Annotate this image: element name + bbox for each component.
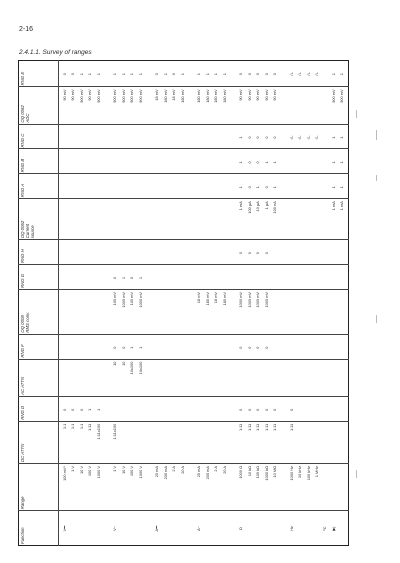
- rng-a-cell: 0: [246, 186, 252, 189]
- ac-attn-cell: 10: [112, 361, 118, 366]
- dc-attn-cell: 1:11: [87, 423, 93, 432]
- range-cell: 1000 V: [95, 465, 101, 479]
- dc-attn-cell: 1:11: [255, 423, 261, 432]
- oq0062-adc-cell: 90 mV: [263, 89, 269, 101]
- rng-e-cell: 1: [129, 73, 135, 76]
- rng-b-cell: 1: [339, 161, 345, 164]
- rng-d-cell: 0: [246, 408, 252, 411]
- rng-a-cell: 1: [272, 186, 277, 189]
- oq0062-adc-cell: 900 mV: [339, 89, 345, 103]
- rng-d-cell: 0: [238, 408, 244, 411]
- rng-g-cell: 0: [129, 276, 135, 280]
- column-divider: [18, 510, 349, 511]
- rng-e-cell: 0: [62, 73, 67, 76]
- function-ohm: Ω: [238, 527, 244, 531]
- rng-d-cell: 0: [288, 408, 294, 411]
- rng-c-cell: 1: [238, 136, 244, 139]
- rng-b-cell: 1: [263, 161, 269, 164]
- range-cell: 2 A: [171, 465, 177, 472]
- oq0062-adc-cell: 18 mV: [154, 89, 160, 101]
- column-divider: [18, 149, 349, 150]
- oq0062-adc-cell: 900 mV: [137, 89, 143, 103]
- function-adc: A⎓: [154, 525, 160, 532]
- rng-d-cell: 0: [78, 408, 84, 411]
- rng-c-cell: 1: [339, 136, 345, 139]
- rng-b-cell: 0: [255, 161, 261, 164]
- oq0062-adc-cell: 90 mV: [238, 89, 244, 101]
- column-header-rng-b: RNG B: [20, 158, 25, 173]
- rng-f-cell: 0: [255, 346, 261, 349]
- section-title: 2.4.1.1. Survey of ranges: [19, 49, 92, 56]
- oq0062-adc-cell: 900 mV: [120, 89, 126, 103]
- oq0008-cell: 1000 mV: [246, 291, 252, 308]
- column-header-rng-f: RNG F: [20, 344, 25, 358]
- column-divider: [18, 239, 349, 240]
- range-cell: 100 V: [87, 465, 93, 477]
- column-header-rng-d: RNG D: [20, 405, 25, 420]
- oq0062-adc-cell: 90 mV: [246, 89, 252, 101]
- rng-d-cell: 0: [255, 408, 261, 411]
- rng-c-cell: 0: [246, 136, 252, 139]
- rng-f-cell: 1: [129, 346, 135, 349]
- rng-e-cell: 1: [330, 73, 336, 76]
- rng-c-cell: √L: [314, 135, 319, 140]
- table-grid: [18, 60, 349, 546]
- oq0008-cell: 1000 mV: [137, 291, 143, 308]
- rng-c-cell: 0: [263, 136, 269, 139]
- column-header-oq0008: OQ 0008 RMS conv.: [20, 312, 30, 333]
- range-cell: 100 mV*: [62, 465, 67, 481]
- rng-a-cell: 1: [330, 186, 336, 189]
- column-header-range: Range: [20, 496, 25, 510]
- function-vdc: V⎓: [62, 525, 67, 532]
- column-divider: [18, 124, 349, 125]
- rng-d-cell: 0: [272, 408, 277, 411]
- rng-e-cell: 1: [87, 73, 93, 76]
- rng-f-cell: 1: [137, 346, 143, 349]
- rng-e-cell: √L: [305, 72, 311, 77]
- rng-e-cell: 1: [78, 73, 84, 76]
- header-divider: [58, 60, 59, 546]
- rng-e-cell: √L: [288, 72, 294, 77]
- function-hz: Hz: [288, 526, 294, 531]
- rng-c-cell: √L: [305, 135, 311, 140]
- rng-g-cell: 1: [120, 276, 126, 280]
- rng-d-cell: 1: [95, 408, 101, 411]
- range-cell: 200 mA: [162, 465, 168, 480]
- dc-attn-cell: 1:1: [70, 423, 76, 430]
- oq0062-adc-cell: 180 mV: [179, 89, 185, 103]
- oq0062-adc-cell: 180 mV: [221, 89, 227, 103]
- ac-attn-cell: 10x100: [129, 361, 135, 375]
- rng-b-cell: 1: [330, 161, 336, 164]
- column-header-oq0062-adc: OQ 0062 ADC: [20, 105, 30, 123]
- rng-d-cell: 0: [62, 408, 67, 411]
- range-cell: 10 MΩ: [272, 465, 277, 478]
- rng-h-cell: 0: [238, 252, 244, 255]
- range-cell: 10 kHz: [297, 465, 303, 479]
- range-cell: 100 kΩ: [255, 465, 261, 479]
- dc-attn-cell: 1:11: [288, 423, 294, 432]
- column-header-rng-g: RNG G: [20, 273, 25, 288]
- column-header-rng-e: RNG E: [20, 71, 25, 86]
- scan-mark: [376, 175, 377, 181]
- oq0008-cell: 1000 mV: [263, 291, 269, 308]
- rng-a-cell: 1: [339, 186, 345, 189]
- scan-mark: [356, 470, 357, 478]
- column-divider: [18, 421, 349, 422]
- column-divider: [18, 463, 349, 464]
- oq0062-adc-cell: 90 mV: [87, 89, 93, 101]
- rng-e-cell: 0: [238, 73, 244, 76]
- oq0008-cell: 100 mV: [112, 291, 118, 306]
- oq0062-adc-cell: 18 mV: [171, 89, 177, 101]
- rng-h-cell: 0: [246, 252, 252, 255]
- dc-attn-cell: 1:11: [238, 423, 244, 432]
- dc-attn-cell: 1:1: [62, 423, 67, 430]
- range-cell: 1 V: [112, 465, 118, 472]
- column-divider: [18, 359, 349, 360]
- oq0062-adc-cell: 90 mV: [255, 89, 261, 101]
- column-divider: [18, 334, 349, 335]
- rng-h-cell: 0: [263, 252, 269, 255]
- rng-e-cell: 0: [246, 73, 252, 76]
- column-divider: [18, 289, 349, 290]
- range-cell: 1 V: [70, 465, 76, 472]
- rng-f-cell: 0: [263, 346, 269, 349]
- rng-f-cell: 0: [246, 346, 252, 349]
- scan-mark: [376, 315, 377, 323]
- oq0008-cell: 1000 mV: [238, 291, 244, 308]
- rng-c-cell: √L: [297, 135, 303, 140]
- range-cell: 1000 kΩ: [263, 465, 269, 481]
- oq0062-adc-cell: 180 mV: [162, 89, 168, 103]
- ac-attn-cell: 10x100: [137, 361, 143, 375]
- rng-f-cell: 0: [238, 346, 244, 349]
- rng-d-cell: 0: [70, 408, 76, 411]
- rng-e-cell: 1: [213, 73, 219, 76]
- rng-b-cell: 1: [238, 161, 244, 164]
- range-cell: 10 V: [78, 465, 84, 474]
- oq0062-adc-cell: 900 mV: [95, 89, 101, 103]
- range-cell: 1000 V: [137, 465, 143, 479]
- rng-e-cell: 0: [70, 73, 76, 76]
- function-vac: V~: [112, 526, 118, 532]
- oq0062-adc-cell: 180 mV: [204, 89, 210, 103]
- rng-b-cell: 1: [272, 161, 277, 164]
- rng-c-cell: 0: [255, 136, 261, 139]
- oq0062-adc-cell: 900 mV: [78, 89, 84, 103]
- dc-attn-cell: 1:1: [78, 423, 84, 430]
- rng-f-cell: 0: [120, 346, 126, 349]
- rng-e-cell: 0: [171, 73, 177, 76]
- column-header-function: Function: [20, 527, 25, 544]
- rng-c-cell: 0: [272, 136, 277, 139]
- range-cell: 20 mA: [196, 465, 202, 478]
- rng-e-cell: 1: [137, 73, 143, 76]
- rng-a-cell: 1: [255, 186, 261, 189]
- oq0062-current-cell: 100 nA: [272, 201, 277, 214]
- oq0008-cell: 1000 mV: [120, 291, 126, 308]
- rng-c-cell: √L: [288, 135, 294, 140]
- dc-attn-cell: 1:11: [272, 423, 277, 432]
- column-divider: [18, 198, 349, 199]
- range-cell: 200 mA: [204, 465, 210, 480]
- page-number: 2-16: [19, 26, 34, 33]
- rng-e-cell: √L: [314, 72, 319, 77]
- oq0062-current-cell: 100 μA: [246, 201, 252, 214]
- column-header-rng-a: RNG A: [20, 183, 25, 198]
- rng-e-cell: 1: [221, 73, 227, 76]
- oq0008-cell: 18 mV: [196, 291, 202, 304]
- rng-e-cell: 1: [112, 73, 118, 76]
- column-divider: [18, 264, 349, 265]
- column-header-rng-c: RNG C: [20, 133, 25, 148]
- rng-g-cell: 1: [137, 276, 143, 280]
- oq0008-cell: 100 mV: [129, 291, 135, 306]
- oq0062-current-cell: 1 mA: [339, 201, 345, 211]
- rng-a-cell: 0: [263, 186, 269, 189]
- column-header-rng-h: RNG H: [20, 249, 25, 264]
- rng-c-cell: 1: [330, 136, 336, 139]
- column-header-oq0062-current: OQ 0062 Current source: [20, 220, 35, 239]
- range-cell: 10 kΩ: [246, 465, 252, 477]
- column-divider: [18, 173, 349, 174]
- rng-e-cell: 1: [339, 73, 345, 76]
- oq0008-cell: 1000 mV: [255, 291, 261, 308]
- range-cell: 1000 Ω: [238, 465, 244, 479]
- range-cell: 1 MHz: [314, 465, 319, 478]
- oq0062-adc-cell: 900 mV: [112, 89, 118, 103]
- rng-e-cell: 1: [179, 73, 185, 76]
- rng-e-cell: 1: [196, 73, 202, 76]
- range-cell: 1000 Hz: [288, 465, 294, 481]
- rng-e-cell: 0: [263, 73, 269, 76]
- rng-e-cell: 0: [154, 73, 160, 76]
- scan-mark: [356, 110, 357, 118]
- rng-g-cell: 0: [112, 276, 118, 280]
- oq0062-current-cell: 1 μA: [263, 201, 269, 210]
- scan-mark: [376, 130, 377, 140]
- range-cell: 20 A: [179, 465, 185, 474]
- oq0062-adc-cell: 90 mV: [62, 89, 67, 101]
- range-cell: 100 V: [129, 465, 135, 477]
- oq0062-adc-cell: 900 mV: [129, 89, 135, 103]
- oq0008-cell: 180 mV: [221, 291, 227, 306]
- range-cell: 20 mA: [154, 465, 160, 478]
- column-header-ac-attn: AC ATTN: [20, 376, 25, 395]
- oq0062-current-cell: 1 mA: [330, 201, 336, 211]
- dc-attn-cell: 1:11x100: [95, 423, 101, 440]
- oq0062-adc-cell: 180 mV: [213, 89, 219, 103]
- oq0062-adc-cell: 900 mV: [330, 89, 336, 103]
- range-cell: 100 kHz: [305, 465, 311, 481]
- range-cell: 10 V: [120, 465, 126, 474]
- column-divider: [18, 396, 349, 397]
- function-degc: ºC: [322, 526, 328, 531]
- rng-e-cell: 1: [162, 73, 168, 76]
- oq0062-current-cell: 1 mA: [238, 201, 244, 211]
- ac-attn-cell: 10: [120, 361, 126, 366]
- rng-h-cell: 0: [255, 252, 261, 255]
- range-cell: 20 A: [221, 465, 227, 474]
- rng-a-cell: 1: [238, 186, 244, 189]
- ranges-table: [18, 60, 349, 546]
- range-cell: 2 A: [213, 465, 219, 472]
- function-aac: A~: [196, 526, 202, 532]
- rng-e-cell: 1: [204, 73, 210, 76]
- oq0062-adc-cell: 90 mV: [272, 89, 277, 101]
- oq0062-adc-cell: 90 mV: [70, 89, 76, 101]
- rng-b-cell: 0: [246, 161, 252, 164]
- oq0062-current-cell: 10 μA: [255, 201, 261, 212]
- rng-d-cell: 1: [87, 408, 93, 411]
- rng-e-cell: 1: [120, 73, 126, 76]
- rng-e-cell: 1: [95, 73, 101, 76]
- rng-d-cell: 0: [263, 408, 269, 411]
- rng-e-cell: 0: [272, 73, 277, 76]
- rng-e-cell: 0: [255, 73, 261, 76]
- oq0008-cell: 18 mV: [213, 291, 219, 304]
- oq0062-adc-cell: 180 mV: [196, 89, 202, 103]
- dc-attn-cell: 1:11: [263, 423, 269, 432]
- dc-attn-cell: 1:11: [246, 423, 252, 432]
- rng-e-cell: √L: [297, 72, 303, 77]
- function-diode: ▶|: [330, 526, 336, 531]
- column-divider: [18, 86, 349, 87]
- column-header-dc-attn: DC ATTN: [20, 443, 25, 462]
- dc-attn-cell: 1:11x100: [112, 423, 118, 440]
- oq0008-cell: 180 mV: [204, 291, 210, 306]
- rng-f-cell: 0: [112, 346, 118, 349]
